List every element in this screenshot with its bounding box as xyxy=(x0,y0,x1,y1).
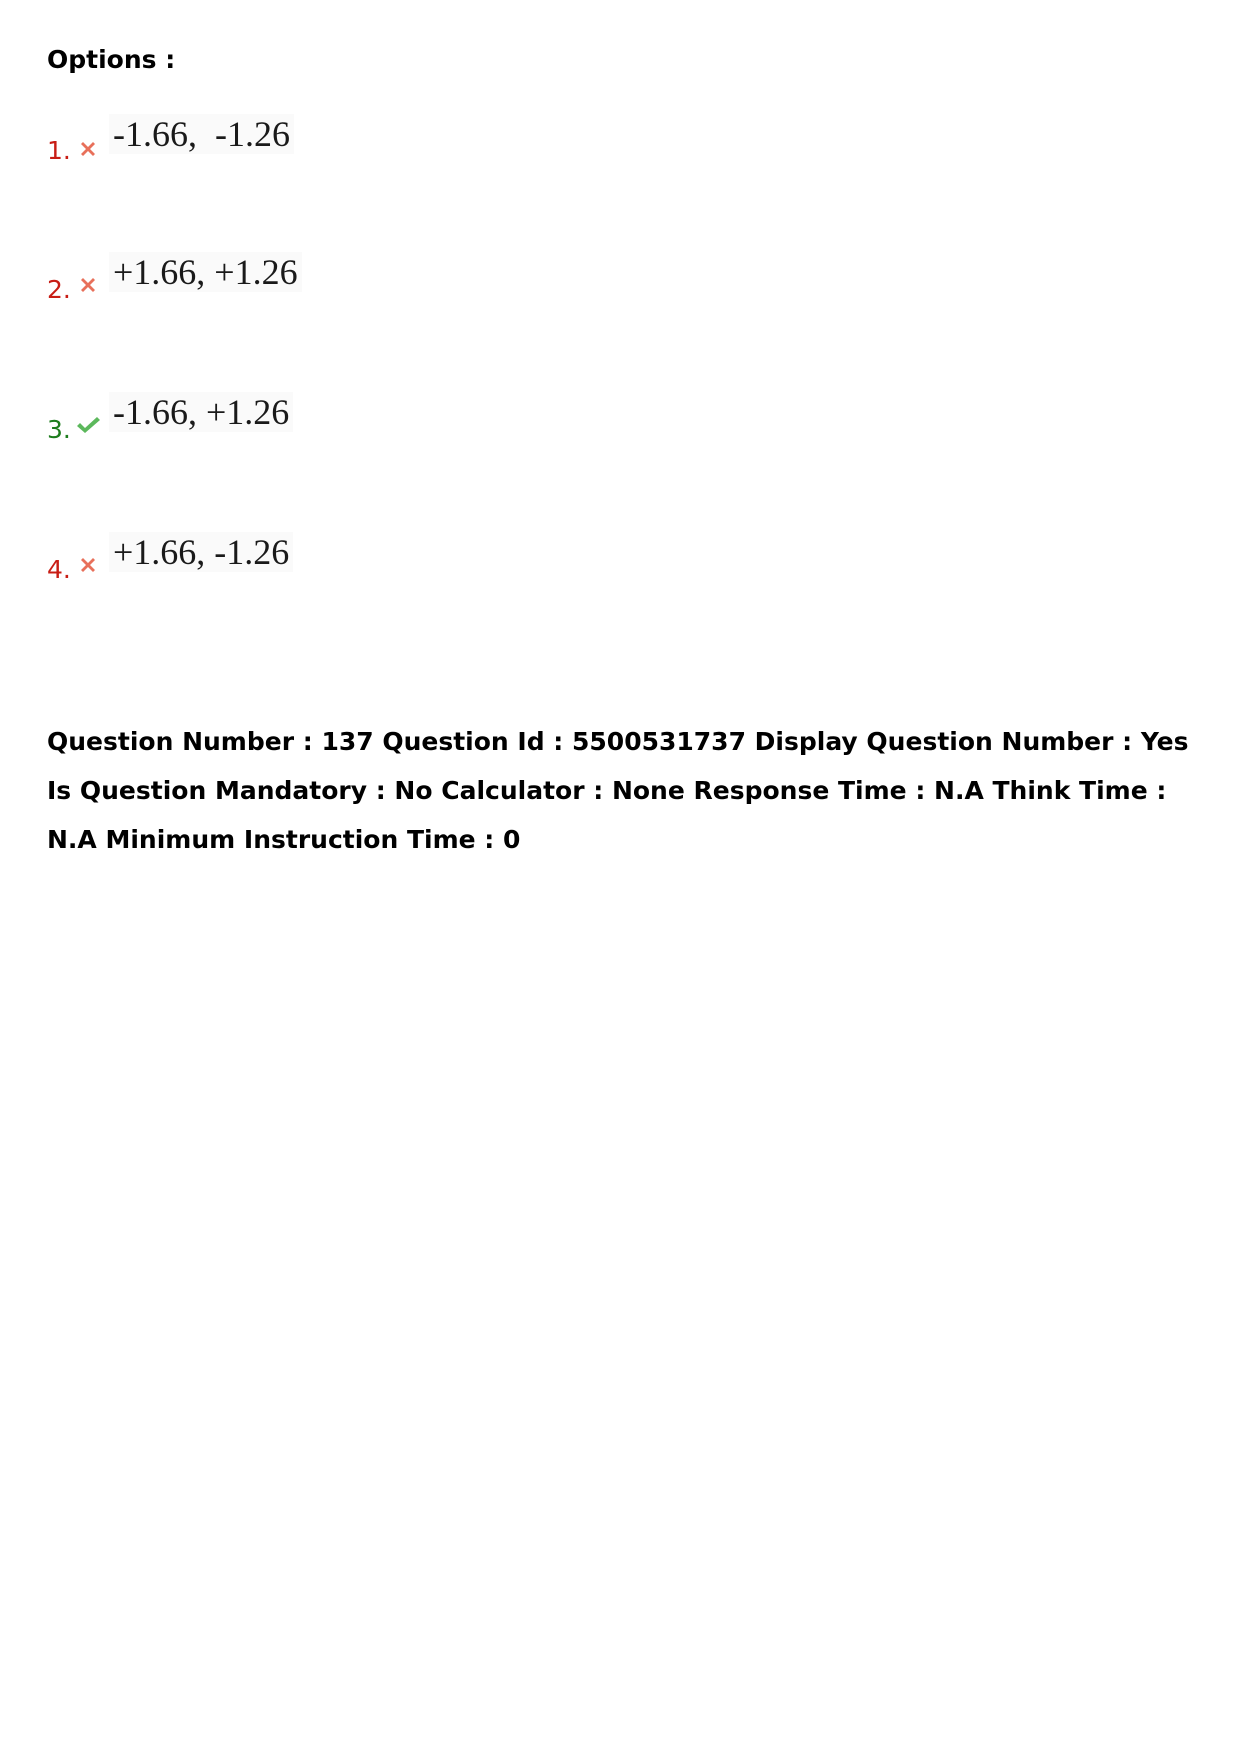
cross-icon xyxy=(77,274,99,296)
check-icon xyxy=(75,414,101,436)
option-value: +1.66, +1.26 xyxy=(109,252,302,292)
options-heading: Options : xyxy=(47,45,176,74)
option-4 xyxy=(47,530,647,600)
question-meta: Question Number : 137 Question Id : 5500531737 Display Question Number : Yes Is Question Mandatory : No Calculator : None Response Time : N.A Think Time : N.A Minimum Instruction Time : 0 xyxy=(47,727,1189,854)
option-value: -1.66, +1.26 xyxy=(109,392,293,432)
option-number: 3. xyxy=(47,415,71,444)
option-value: +1.66, -1.26 xyxy=(109,532,293,572)
cross-icon xyxy=(77,138,99,160)
option-number: 4. xyxy=(47,555,71,584)
option-1 xyxy=(47,112,647,182)
option-value: -1.66, -1.26 xyxy=(109,114,294,154)
option-number: 2. xyxy=(47,275,71,304)
cross-icon xyxy=(77,554,99,576)
option-3 xyxy=(47,390,647,460)
option-number: 1. xyxy=(47,136,71,165)
option-2 xyxy=(47,250,647,320)
